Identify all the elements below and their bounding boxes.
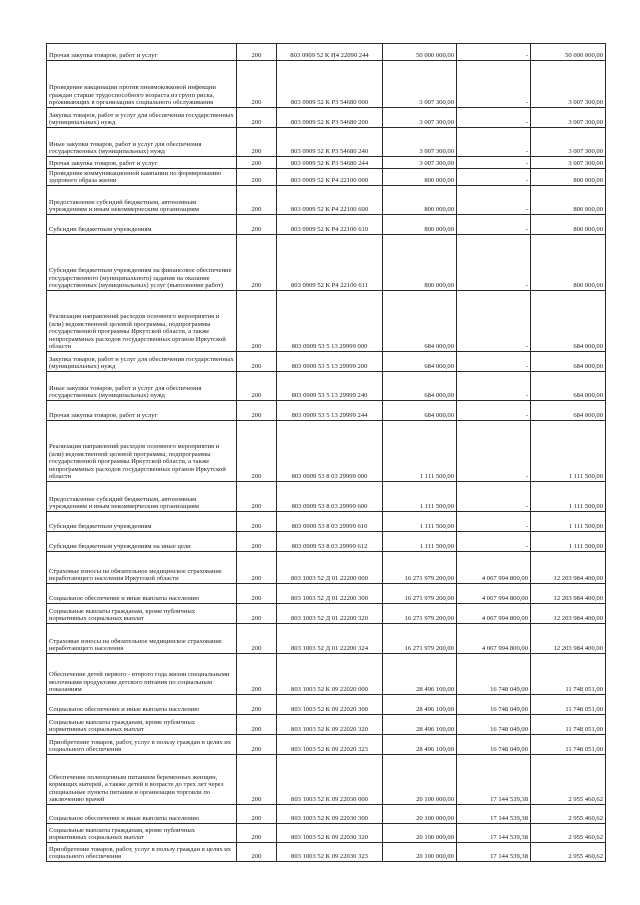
table-row xyxy=(47,372,606,401)
approved-amount: 16 271 979 200,00 xyxy=(383,624,457,654)
expense-name: Реализация направлений расходов основного мероприятия и (или) ведомственной целевой программы, подпрограммы государственной программы Иркутской области, а также непрограммных расходов государственных органов Иркутской области xyxy=(47,421,237,482)
approved-amount: 800 000,00 xyxy=(383,186,457,215)
table-row xyxy=(47,291,606,352)
table-row xyxy=(47,843,606,862)
remaining-amount: 800 000,00 xyxy=(531,215,606,235)
approved-amount: 16 271 979 200,00 xyxy=(383,584,457,604)
executed-amount: 16 748 049,00 xyxy=(457,695,531,715)
approved-amount: 1 111 500,00 xyxy=(383,512,457,532)
table-row xyxy=(47,169,606,186)
executed-amount: - xyxy=(457,235,531,291)
expense-name: Приобретение товаров, работ, услуг в пользу граждан в целях их социального обеспечения xyxy=(47,735,237,755)
budget-classification-code: 803 0909 52 К Р4 22100 611 xyxy=(277,235,383,291)
expense-name: Предоставление субсидий бюджетным, автономным учреждениям и иным некоммерческим организациям xyxy=(47,186,237,215)
remaining-amount: 2 955 460,62 xyxy=(531,755,606,805)
line-code: 200 xyxy=(237,44,277,61)
executed-amount: 4 067 994 800,00 xyxy=(457,584,531,604)
remaining-amount: 1 111 500,00 xyxy=(531,532,606,552)
approved-amount: 28 496 100,00 xyxy=(383,654,457,695)
budget-classification-code: 803 1003 52 К 09 22030 000 xyxy=(277,755,383,805)
budget-classification-code: 803 0909 52 К Р3 54680 244 xyxy=(277,157,383,169)
expense-name: Приобретение товаров, работ, услуг в пользу граждан в целях их социального обеспечения xyxy=(47,843,237,862)
budget-classification-code: 803 0909 53 5 13 29999 200 xyxy=(277,352,383,372)
line-code: 200 xyxy=(237,512,277,532)
budget-classification-code: 803 0909 52 К Р3 54680 240 xyxy=(277,128,383,157)
remaining-amount: 12 203 984 400,00 xyxy=(531,604,606,624)
remaining-amount: 3 007 300,00 xyxy=(531,128,606,157)
remaining-amount: 3 007 300,00 xyxy=(531,108,606,128)
line-code: 200 xyxy=(237,735,277,755)
line-code: 200 xyxy=(237,824,277,843)
budget-classification-code: 803 0909 53 8 03 29999 612 xyxy=(277,532,383,552)
line-code: 200 xyxy=(237,695,277,715)
table-row xyxy=(47,604,606,624)
approved-amount: 28 496 100,00 xyxy=(383,715,457,735)
remaining-amount: 800 000,00 xyxy=(531,169,606,186)
remaining-amount: 1 111 500,00 xyxy=(531,512,606,532)
approved-amount: 16 271 979 200,00 xyxy=(383,604,457,624)
budget-classification-code: 803 0909 53 5 13 29999 000 xyxy=(277,291,383,352)
expense-name: Социальные выплаты гражданам, кроме публичных нормативных социальных выплат xyxy=(47,824,237,843)
approved-amount: 684 000,00 xyxy=(383,401,457,421)
remaining-amount: 11 748 051,00 xyxy=(531,715,606,735)
table-row xyxy=(47,215,606,235)
approved-amount: 20 100 000,00 xyxy=(383,755,457,805)
expense-name: Социальное обеспечение и иные выплаты населению xyxy=(47,695,237,715)
executed-amount: - xyxy=(457,352,531,372)
expense-name: Субсидии бюджетным учреждениям xyxy=(47,512,237,532)
executed-amount: - xyxy=(457,482,531,512)
approved-amount: 1 111 500,00 xyxy=(383,421,457,482)
expense-name: Прочая закупка товаров, работ и услуг xyxy=(47,157,237,169)
table-row xyxy=(47,108,606,128)
remaining-amount: 2 955 460,62 xyxy=(531,843,606,862)
approved-amount: 684 000,00 xyxy=(383,352,457,372)
executed-amount: - xyxy=(457,128,531,157)
budget-classification-code: 803 0909 52 К Н4 22090 244 xyxy=(277,44,383,61)
expense-name: Социальные выплаты гражданам, кроме публичных нормативных социальных выплат xyxy=(47,715,237,735)
table-row xyxy=(47,512,606,532)
remaining-amount: 11 748 051,00 xyxy=(531,695,606,715)
table-row xyxy=(47,157,606,169)
approved-amount: 1 111 500,00 xyxy=(383,482,457,512)
table-row xyxy=(47,352,606,372)
executed-amount: - xyxy=(457,108,531,128)
expense-name: Страховые взносы на обязательное медицинское страхование неработающего населения Иркутской области xyxy=(47,552,237,584)
budget-classification-code: 803 0909 53 5 13 29999 244 xyxy=(277,401,383,421)
budget-classification-code: 803 1003 52 К 09 22020 000 xyxy=(277,654,383,695)
approved-amount: 3 007 300,00 xyxy=(383,61,457,108)
expense-name: Закупка товаров, работ и услуг для обеспечения государственных (муниципальных) нужд xyxy=(47,352,237,372)
expense-name: Проведение вакцинации против пневмококковой инфекции граждан старше трудоспособного возраста из групп риска, проживающих в организациях социального обслуживания xyxy=(47,61,237,108)
budget-classification-code: 803 0909 53 8 03 29999 610 xyxy=(277,512,383,532)
line-code: 200 xyxy=(237,157,277,169)
remaining-amount: 684 000,00 xyxy=(531,372,606,401)
executed-amount: - xyxy=(457,532,531,552)
remaining-amount: 1 111 500,00 xyxy=(531,482,606,512)
expense-name: Проведение коммуникационной кампании по формированию здорового образа жизни xyxy=(47,169,237,186)
table-row xyxy=(47,128,606,157)
line-code: 200 xyxy=(237,372,277,401)
budget-classification-code: 803 1003 52 К 09 22030 300 xyxy=(277,805,383,824)
executed-amount: 4 067 994 800,00 xyxy=(457,552,531,584)
line-code: 200 xyxy=(237,584,277,604)
executed-amount: 17 144 539,38 xyxy=(457,843,531,862)
line-code: 200 xyxy=(237,128,277,157)
table-row xyxy=(47,401,606,421)
table-row xyxy=(47,624,606,654)
executed-amount: - xyxy=(457,44,531,61)
executed-amount: 16 748 049,00 xyxy=(457,735,531,755)
executed-amount: - xyxy=(457,421,531,482)
approved-amount: 20 100 000,00 xyxy=(383,824,457,843)
executed-amount: - xyxy=(457,291,531,352)
line-code: 200 xyxy=(237,235,277,291)
line-code: 200 xyxy=(237,215,277,235)
remaining-amount: 11 748 051,00 xyxy=(531,654,606,695)
budget-classification-code: 803 0909 53 8 03 29999 600 xyxy=(277,482,383,512)
approved-amount: 800 000,00 xyxy=(383,215,457,235)
line-code: 200 xyxy=(237,805,277,824)
line-code: 200 xyxy=(237,624,277,654)
expense-name: Обеспечение детей первого - второго года жизни специальными молочными продуктами детского питания по социальным показаниям xyxy=(47,654,237,695)
table-row xyxy=(47,552,606,584)
approved-amount: 800 000,00 xyxy=(383,235,457,291)
remaining-amount: 800 000,00 xyxy=(531,235,606,291)
line-code: 200 xyxy=(237,755,277,805)
expense-name: Реализация направлений расходов основного мероприятия и (или) ведомственной целевой программы, подпрограммы государственной программы Иркутской области, а также непрограммных расходов государственных органов Иркутской области xyxy=(47,291,237,352)
table-row xyxy=(47,824,606,843)
executed-amount: 16 748 049,00 xyxy=(457,715,531,735)
table-row xyxy=(47,482,606,512)
budget-classification-code: 803 0909 52 К Р4 22100 000 xyxy=(277,169,383,186)
expense-name: Прочая закупка товаров, работ и услуг xyxy=(47,44,237,61)
budget-execution-table xyxy=(46,43,606,862)
budget-classification-code: 803 1003 52 Д 01 22200 320 xyxy=(277,604,383,624)
remaining-amount: 800 000,00 xyxy=(531,186,606,215)
line-code: 200 xyxy=(237,61,277,108)
remaining-amount: 12 203 984 400,00 xyxy=(531,552,606,584)
line-code: 200 xyxy=(237,552,277,584)
line-code: 200 xyxy=(237,401,277,421)
table-row xyxy=(47,584,606,604)
approved-amount: 800 000,00 xyxy=(383,169,457,186)
executed-amount: - xyxy=(457,372,531,401)
line-code: 200 xyxy=(237,715,277,735)
approved-amount: 3 007 300,00 xyxy=(383,157,457,169)
line-code: 200 xyxy=(237,421,277,482)
approved-amount: 28 496 100,00 xyxy=(383,735,457,755)
line-code: 200 xyxy=(237,843,277,862)
table-row xyxy=(47,61,606,108)
budget-classification-code: 803 0909 53 8 03 29999 000 xyxy=(277,421,383,482)
line-code: 200 xyxy=(237,352,277,372)
executed-amount: 4 067 994 800,00 xyxy=(457,624,531,654)
approved-amount: 3 007 300,00 xyxy=(383,128,457,157)
expense-name: Прочая закупка товаров, работ и услуг xyxy=(47,401,237,421)
table-row xyxy=(47,44,606,61)
budget-classification-code: 803 0909 52 К Р4 22100 600 xyxy=(277,186,383,215)
remaining-amount: 3 007 300,00 xyxy=(531,157,606,169)
budget-classification-code: 803 0909 52 К Р3 54680 000 xyxy=(277,61,383,108)
expense-name: Предоставление субсидий бюджетным, автономным учреждениям и иным некоммерческим организациям xyxy=(47,482,237,512)
table-row xyxy=(47,421,606,482)
expense-name: Социальное обеспечение и иные выплаты населению xyxy=(47,805,237,824)
executed-amount: - xyxy=(457,401,531,421)
remaining-amount: 2 955 460,62 xyxy=(531,824,606,843)
table-row xyxy=(47,755,606,805)
table-row xyxy=(47,654,606,695)
line-code: 200 xyxy=(237,604,277,624)
executed-amount: - xyxy=(457,186,531,215)
executed-amount: - xyxy=(457,169,531,186)
table-row xyxy=(47,532,606,552)
line-code: 200 xyxy=(237,654,277,695)
line-code: 200 xyxy=(237,532,277,552)
expense-name: Субсидии бюджетным учреждениям на финансовое обеспечение государственного (муниципального) задания на оказание государственных (муниципальных) услуг (выполнение работ) xyxy=(47,235,237,291)
table-row xyxy=(47,805,606,824)
budget-classification-code: 803 0909 52 К Р3 54680 200 xyxy=(277,108,383,128)
approved-amount: 16 271 979 200,00 xyxy=(383,552,457,584)
expense-name: Субсидии бюджетным учреждениям на иные цели xyxy=(47,532,237,552)
remaining-amount: 684 000,00 xyxy=(531,291,606,352)
remaining-amount: 50 000 000,00 xyxy=(531,44,606,61)
budget-classification-code: 803 1003 52 К 09 22020 300 xyxy=(277,695,383,715)
budget-classification-code: 803 1003 52 К 09 22030 320 xyxy=(277,824,383,843)
remaining-amount: 1 111 500,00 xyxy=(531,421,606,482)
remaining-amount: 684 000,00 xyxy=(531,401,606,421)
table-row xyxy=(47,235,606,291)
executed-amount: - xyxy=(457,512,531,532)
executed-amount: - xyxy=(457,215,531,235)
approved-amount: 50 000 000,00 xyxy=(383,44,457,61)
budget-classification-code: 803 1003 52 К 09 22020 320 xyxy=(277,715,383,735)
table-row xyxy=(47,715,606,735)
approved-amount: 20 100 000,00 xyxy=(383,843,457,862)
remaining-amount: 12 203 984 400,00 xyxy=(531,624,606,654)
expense-name: Социальные выплаты гражданам, кроме публичных нормативных социальных выплат xyxy=(47,604,237,624)
table-body xyxy=(47,44,606,862)
remaining-amount: 2 955 460,62 xyxy=(531,805,606,824)
expense-name: Иные закупки товаров, работ и услуг для обеспечения государственных (муниципальных) нужд xyxy=(47,128,237,157)
line-code: 200 xyxy=(237,186,277,215)
expense-name: Обеспечение полноценным питанием беременных женщин, кормящих матерей, а также детей в возрасте до трех лет через специальные пункты питания и организации торговли по заключению врачей xyxy=(47,755,237,805)
approved-amount: 28 496 100,00 xyxy=(383,695,457,715)
table-row xyxy=(47,695,606,715)
table-row xyxy=(47,735,606,755)
approved-amount: 1 111 500,00 xyxy=(383,532,457,552)
approved-amount: 3 007 300,00 xyxy=(383,108,457,128)
approved-amount: 684 000,00 xyxy=(383,372,457,401)
line-code: 200 xyxy=(237,482,277,512)
expense-name: Иные закупки товаров, работ и услуг для обеспечения государственных (муниципальных) нужд xyxy=(47,372,237,401)
executed-amount: 16 748 049,00 xyxy=(457,654,531,695)
executed-amount: 17 144 539,38 xyxy=(457,824,531,843)
executed-amount: - xyxy=(457,61,531,108)
budget-classification-code: 803 0909 53 5 13 29999 240 xyxy=(277,372,383,401)
approved-amount: 20 100 000,00 xyxy=(383,805,457,824)
remaining-amount: 11 748 051,00 xyxy=(531,735,606,755)
table-row xyxy=(47,186,606,215)
executed-amount: - xyxy=(457,157,531,169)
expense-name: Субсидии бюджетным учреждениям xyxy=(47,215,237,235)
budget-classification-code: 803 1003 52 К 09 22030 323 xyxy=(277,843,383,862)
budget-classification-code: 803 1003 52 Д 01 22200 300 xyxy=(277,584,383,604)
line-code: 200 xyxy=(237,169,277,186)
budget-classification-code: 803 1003 52 Д 01 22200 324 xyxy=(277,624,383,654)
remaining-amount: 12 203 984 400,00 xyxy=(531,584,606,604)
expense-name: Социальное обеспечение и иные выплаты населению xyxy=(47,584,237,604)
budget-classification-code: 803 1003 52 К 09 22020 323 xyxy=(277,735,383,755)
budget-classification-code: 803 0909 52 К Р4 22100 610 xyxy=(277,215,383,235)
executed-amount: 4 067 994 800,00 xyxy=(457,604,531,624)
remaining-amount: 684 000,00 xyxy=(531,352,606,372)
executed-amount: 17 144 539,38 xyxy=(457,805,531,824)
line-code: 200 xyxy=(237,108,277,128)
expense-name: Закупка товаров, работ и услуг для обеспечения государственных (муниципальных) нужд xyxy=(47,108,237,128)
line-code: 200 xyxy=(237,291,277,352)
executed-amount: 17 144 539,38 xyxy=(457,755,531,805)
expense-name: Страховые взносы на обязательное медицинское страхование неработающего населения xyxy=(47,624,237,654)
approved-amount: 684 000,00 xyxy=(383,291,457,352)
budget-classification-code: 803 1003 52 Д 01 22200 000 xyxy=(277,552,383,584)
remaining-amount: 3 007 300,00 xyxy=(531,61,606,108)
